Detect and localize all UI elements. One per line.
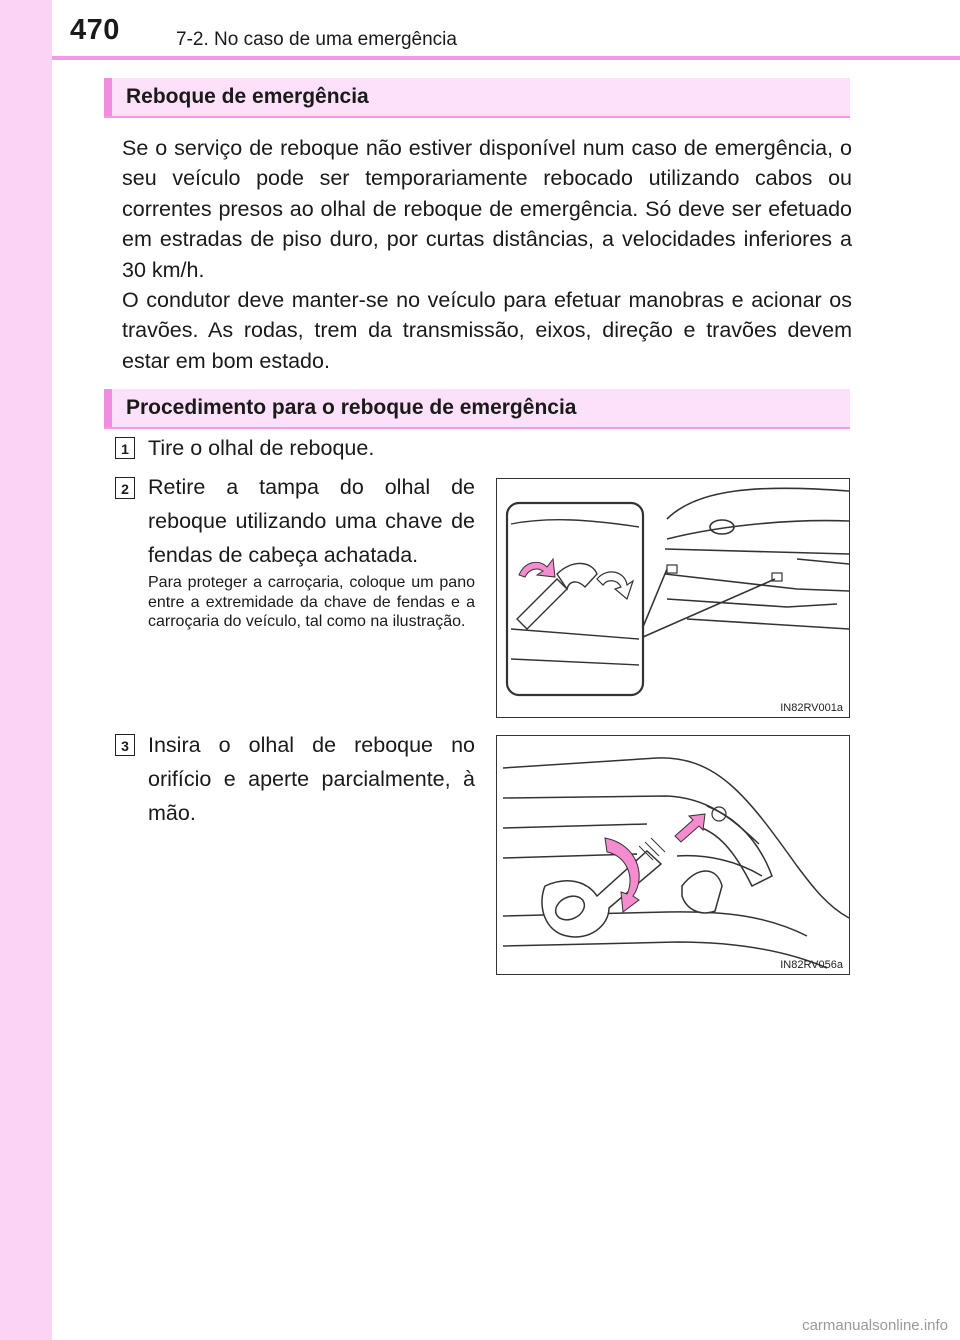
tow-eye-illustration [497, 736, 850, 975]
figure-code: IN82RV056a [780, 959, 843, 971]
section-heading-text: Procedimento para o reboque de emergência [126, 396, 577, 419]
step-number: 1 [115, 437, 135, 459]
paragraph: O condutor deve manter-se no veículo para efetuar manobras e acionar os travões. As rodas, trem da transmissão, eixos, direção e travões devem estar em bom estado. [122, 288, 852, 373]
figure-code: IN82RV001a [780, 702, 843, 714]
section-heading-procedure [104, 389, 850, 427]
figure-remove-cover [496, 478, 850, 718]
chapter-title: 7-2. No caso de uma emergência [176, 29, 457, 50]
step-text: Retire a tampa do olhal de reboque utilizando uma chave de fendas de cabeça achatada. [148, 475, 475, 567]
side-band [0, 0, 52, 1340]
step-note: Para proteger a carroçaria, coloque um pano entre a extremidade da chave de fendas e a carroçaria do veículo, tal como na ilustração. [148, 574, 475, 630]
cover-removal-illustration [497, 479, 850, 718]
step-number: 3 [115, 734, 135, 756]
section-body [122, 133, 852, 376]
watermark: carmanualsonline.info [802, 1317, 948, 1334]
figure-insert-tow-eye [496, 735, 850, 975]
section-heading-emergency-towing [104, 78, 850, 116]
section-heading-text: Reboque de emergência [126, 85, 369, 108]
header-rule [52, 56, 960, 60]
step-text: Insira o olhal de reboque no orifício e aperte parcialmente, à mão. [148, 733, 475, 825]
paragraph: Se o serviço de reboque não estiver disponível num caso de emergência, o seu veículo pode ser temporariamente rebocado utilizando cabos ou correntes presos ao olhal de reboque de emergência. Só deve ser efetuado em estradas de piso duro, por curtas distâncias, a velocidades inferiores a 30 km/h. [122, 136, 852, 282]
step-number: 2 [115, 477, 135, 499]
page-number: 470 [70, 14, 120, 46]
step-text: Tire o olhal de reboque. [148, 436, 375, 460]
